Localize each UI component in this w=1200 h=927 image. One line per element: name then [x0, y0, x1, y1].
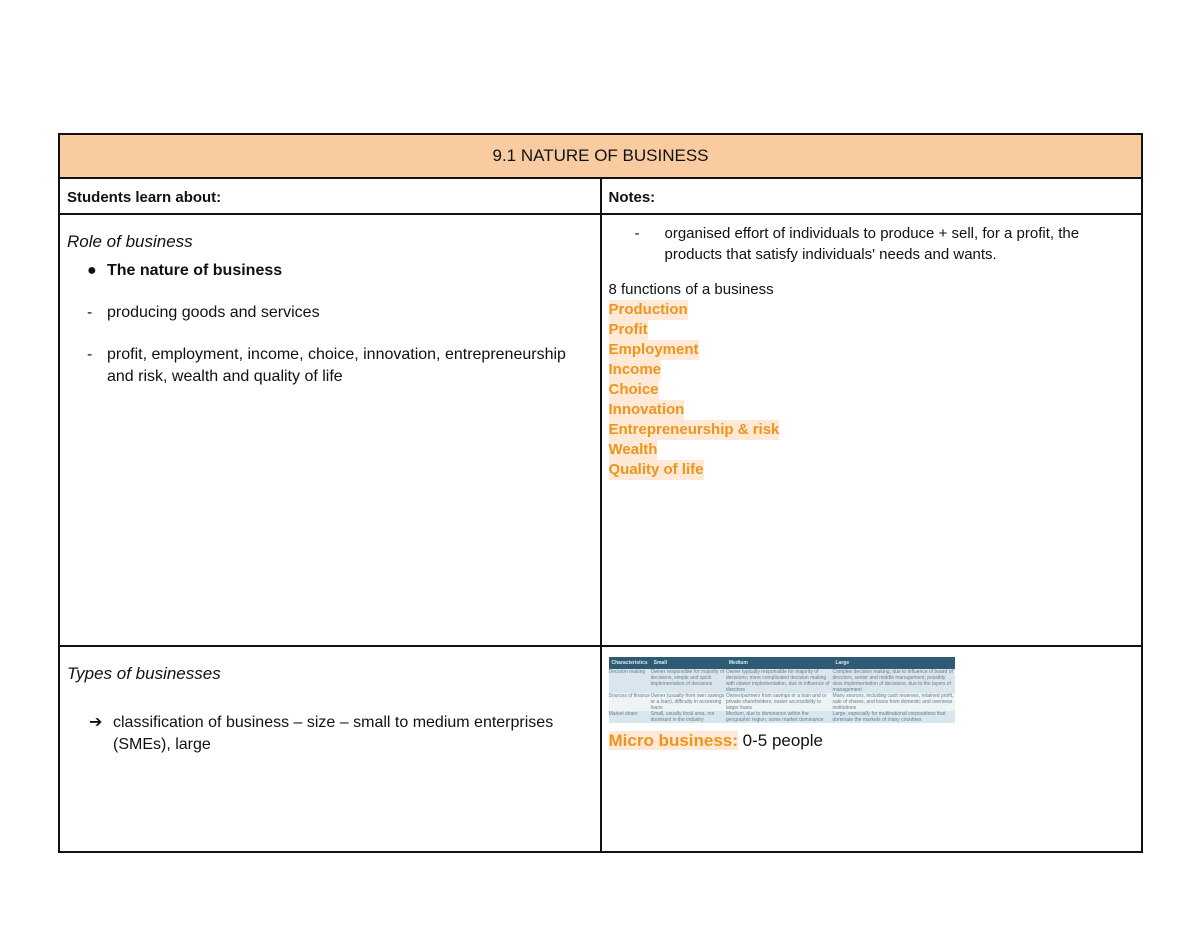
image-table-cell: Small, usually local area, not dominant in the industry [651, 711, 726, 723]
topic-role-of-business: Role of business [67, 232, 193, 251]
function-item: Entrepreneurship & risk [608, 421, 780, 438]
function-item: Profit [608, 321, 648, 338]
table-title [59, 134, 1142, 178]
arrow-item-text: classification of business – size – small to medium enterprises (SMEs), large [113, 714, 554, 753]
image-table-row [609, 711, 955, 723]
list-item-text: producing goods and services [107, 304, 320, 321]
function-item: Production [608, 301, 688, 318]
role-of-business-notes-cell [601, 214, 1143, 646]
role-of-business-cell [59, 214, 601, 646]
functions-intro: 8 functions of a business [608, 281, 774, 298]
arrow-item [67, 712, 592, 756]
notes-table [58, 133, 1143, 853]
topic-types-of-businesses: Types of businesses [67, 664, 221, 683]
arrow-right-icon: ➔ [89, 714, 103, 731]
function-item: Quality of life [608, 461, 704, 478]
image-table-cell: Owner responsible for majority of decisions, simple and quick implementation of decisions [651, 669, 726, 693]
image-table-cell: Decision making [609, 669, 651, 693]
header-left-text: Students learn about: [67, 189, 222, 206]
dash-icon: - [87, 304, 93, 321]
image-table-header: Characteristics [609, 657, 651, 669]
image-table-header: Medium [726, 657, 833, 669]
micro-business-note [609, 731, 1134, 751]
bullet-nature-of-business [67, 260, 592, 282]
note-text: organised effort of individuals to produce + sell, for a profit, the products that satisfy individuals' needs and wants. [664, 225, 1080, 263]
image-table-cell: Large, especially for multinational corporations that dominate the markets of many countries [833, 711, 955, 723]
image-table-cell: Owner typically responsible for majority of decisions; more complicated decision making with slower implementation, due to influence of directors [726, 669, 833, 693]
list-item [67, 302, 592, 324]
image-table-row [609, 693, 955, 711]
image-table-cell: Owner (usually from own savings or a loan), difficulty in accessing loans [650, 693, 725, 711]
image-table-header: Large [833, 657, 955, 669]
bullet-text: The nature of business [107, 262, 283, 279]
function-item: Innovation [608, 401, 685, 418]
note-definition [609, 223, 1134, 265]
micro-business-value: 0-5 people [737, 731, 823, 750]
business-size-comparison-image [609, 657, 955, 723]
bullet-icon: ● [87, 262, 97, 279]
image-table-cell: Medium, due to dominance within the geographic region, some market dominance [726, 711, 833, 723]
image-table-cell: Complex decision making, due to influence of board of directors, senior and middle management; possibly slow implementation of decisions, due to the layers of management [832, 669, 953, 693]
function-item: Wealth [608, 441, 658, 458]
dash-icon: - [634, 225, 640, 242]
image-table-cell: Sources of finance [609, 693, 651, 711]
image-table-header: Small [651, 657, 726, 669]
types-of-businesses-notes-cell [601, 646, 1143, 852]
title-text: 9.1 NATURE OF BUSINESS [492, 146, 709, 165]
image-table-row [609, 669, 955, 693]
functions-list [609, 300, 1134, 480]
dash-icon: - [87, 346, 93, 363]
header-students-learn-about [59, 178, 601, 214]
header-notes [601, 178, 1143, 214]
function-item: Employment [608, 341, 699, 358]
types-of-businesses-cell [59, 646, 601, 852]
micro-business-label: Micro business: [608, 731, 738, 750]
image-table-cell: Many sources, including cash reserves, retained profit, sale of shares, and loans from domestic and overseas institutions [832, 693, 954, 711]
image-table-cell: Market share [609, 711, 651, 723]
function-item: Income [608, 361, 662, 378]
list-item [67, 344, 592, 388]
header-right-text: Notes: [608, 189, 656, 206]
function-item: Choice [608, 381, 659, 398]
image-table-cell: Owner/partners from savings or a loan and or private shareholders; easier accessibility to larger loans [726, 693, 833, 711]
list-item-text: profit, employment, income, choice, innovation, entrepreneurship and risk, wealth and quality of life [107, 346, 566, 385]
